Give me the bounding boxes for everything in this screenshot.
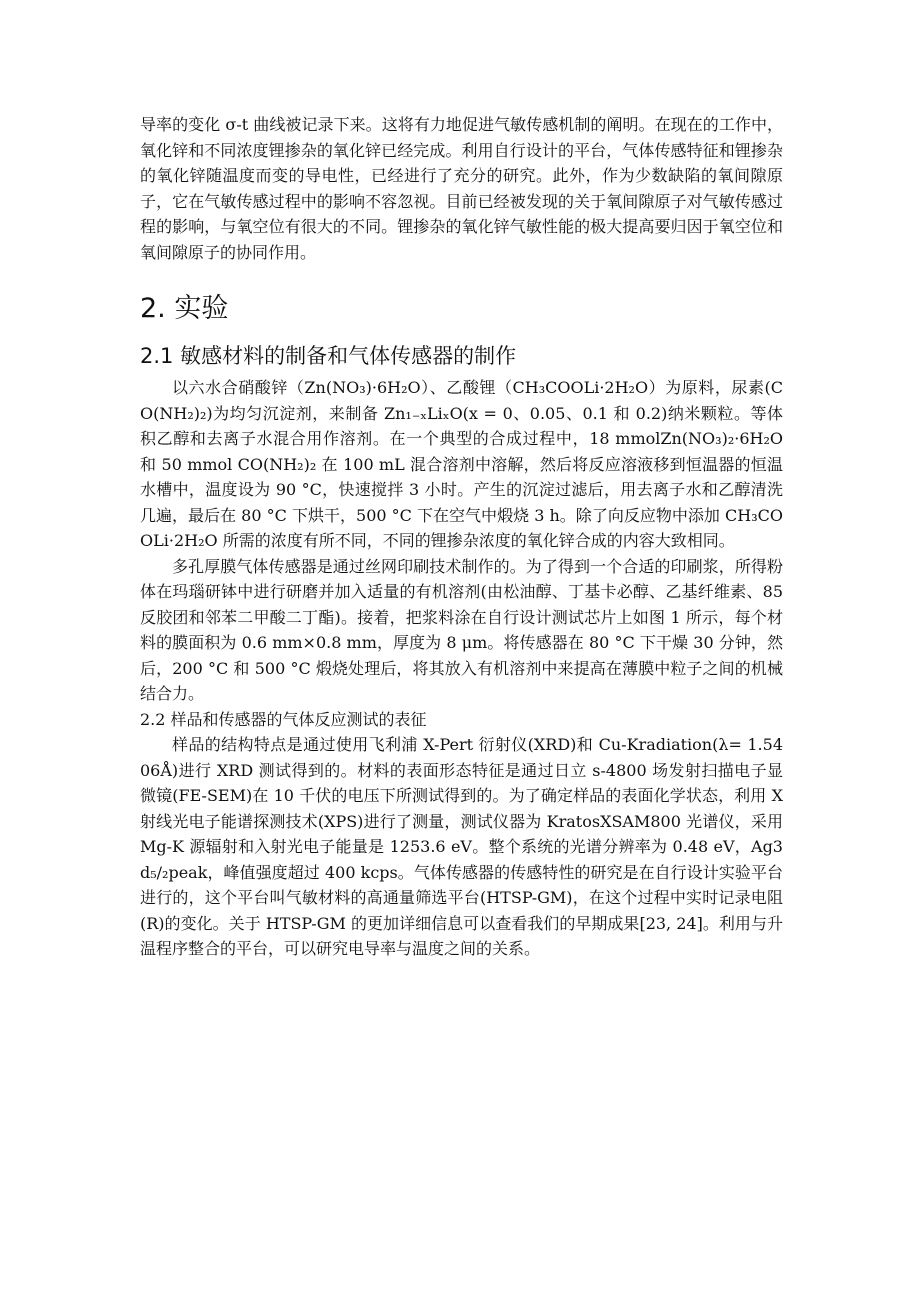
paragraph-characterization: 样品的结构特点是通过使用飞利浦 X-Pert 衍射仪(XRD)和 Cu-Kradiation(λ= 1.5406Å)进行 XRD 测试得到的。材料的表面形态特征是通过日立 s-4800 场发射扫描电子显微镜(FE-SEM)在 10 千伏的电压下所测试得到的。为了确定样品的表面化学状态，利用 X 射线光电子能谱探测技术(XPS)进行了测量，测试仪器为 KratosXSAM800 光谱仪，采用 Mg-K 源辐射和入射光电子能量是 1253.6 eV。整个系统的光谱分辨率为 0.48 eV，Ag3d₅/₂peak，峰值强度超过 400 kcps。气体传感器的传感特性的研究是在自行设计实验平台进行的，这个平台叫气敏材料的高通量筛选平台(HTSP-GM)，在这个过程中实时记录电阻(R)的变化。关于 HTSP-GM 的更加详细信息可以查看我们的早期成果[23, 24]。利用与升温程序整合的平台，可以研究电导率与温度之间的关系。 — [140, 735, 783, 958]
paragraph-sensor-fabrication: 多孔厚膜气体传感器是通过丝网印刷技术制作的。为了得到一个合适的印刷浆，所得粉体在玛瑙研钵中进行研磨并加入适量的有机溶剂(由松油醇、丁基卡必醇、乙基纤维素、85 反胶团和邻苯二甲酸二丁酯)。接着，把浆料涂在自行设计测试芯片上如图 1 所示，每个材料的膜面积为 0.6 mm×0.8 mm，厚度为 8 μm。将传感器在 80 °C 下干燥 30 分钟，然后，200 °C 和 500 °C 煅烧处理后，将其放入有机溶剂中来提高在薄膜中粒子之间的机械结合力。 — [140, 556, 783, 703]
paragraph-synthesis: 以六水合硝酸锌（Zn(NO₃)·6H₂O）、乙酸锂（CH₃COOLi·2H₂O）为原料，尿素(CO(NH₂)₂)为均匀沉淀剂，来制备 Zn₁₋ₓLiₓO(x = 0、0.05、0.1 和 0.2)纳米颗粒。等体积乙醇和去离子水混合用作溶剂。在一个典型的合成过程中，18 mmolZn(NO₃)₂·6H₂O 和 50 mmol CO(NH₂)₂ 在 100 mL 混合溶剂中溶解，然后将反应溶液移到恒温器的恒温水槽中，温度设为 90 °C，快速搅拌 3 小时。产生的沉淀过滤后，用去离子水和乙醇清洗几遍，最后在 80 °C 下烘干，500 °C 下在空气中煅烧 3 h。除了向反应物中添加 CH₃COOLi·2H₂O 所需的浓度有所不同，不同的锂掺杂浓度的氧化锌合成的内容大致相同。 — [140, 378, 783, 550]
section-heading-experiment: 2. 实验 — [140, 293, 229, 324]
intro-paragraph: 导率的变化 σ-t 曲线被记录下来。这将有力地促进气敏传感机制的阐明。在现在的工作中，氧化锌和不同浓度锂掺杂的氧化锌已经完成。利用自行设计的平台，气体传感特征和锂掺杂的氧化锌随温度而变的导电性，已经进行了充分的研究。此外，作为少数缺陷的氧间隙原子，它在气敏传感过程中的影响不容忽视。目前已经被发现的关于氧间隙原子对气敏传感过程的影响，与氧空位有很大的不同。锂掺杂的氧化锌气敏性能的极大提高要归因于氧空位和氧间隙原子的协同作用。 — [140, 115, 783, 262]
document-page — [140, 112, 783, 962]
subsection-heading-characterization: 2.2 样品和传感器的气体反应测试的表征 — [140, 709, 427, 729]
subsection-heading-preparation: 2.1 敏感材料的制备和气体传感器的制作 — [140, 344, 517, 368]
